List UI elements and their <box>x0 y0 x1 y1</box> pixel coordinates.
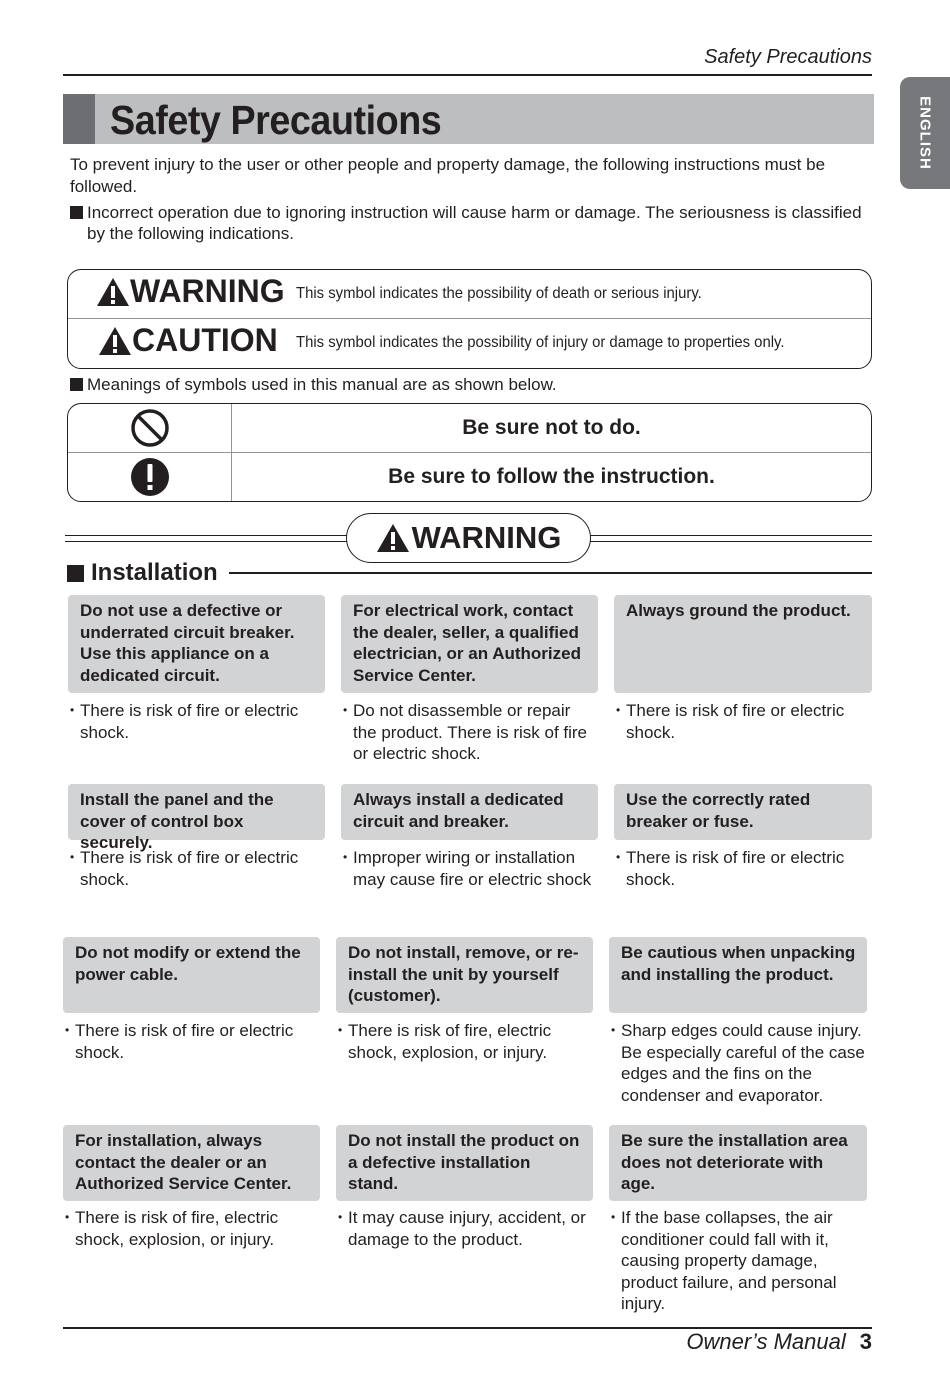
card-heading: Always install a dedicated circuit and breaker. <box>341 784 598 840</box>
card-note: • There is risk of fire or electric shock. <box>616 847 872 890</box>
card-heading: Always ground the product. <box>614 595 872 693</box>
card-heading: Do not use a defective or underrated circuit breaker. Use this appliance on a dedicated circuit. <box>68 595 325 693</box>
symbol-row-prohibit <box>68 404 871 452</box>
page-title: Safety Precautions <box>110 97 442 143</box>
symbol-row-mandatory <box>68 452 871 501</box>
card-heading: Install the panel and the cover of control box securely. <box>68 784 325 840</box>
page-footer <box>686 1329 872 1355</box>
intro-bullet-marker <box>70 202 88 223</box>
warning-banner-label: WARNING <box>411 520 562 555</box>
card-heading: Be sure the installation area does not deteriorate with age. <box>609 1125 867 1201</box>
caution-description: This symbol indicates the possibility of injury or damage to properties only. <box>296 334 785 351</box>
signal-word-caution <box>98 322 278 359</box>
language-tab-label: ENGLISH <box>916 96 934 170</box>
card-heading: For electrical work, contact the dealer, seller, a qualified electrician, or an Authorized Service Center. <box>341 595 598 693</box>
caution-triangle-icon <box>98 326 132 356</box>
card-note: • There is risk of fire, electric shock, explosion, or injury. <box>65 1207 323 1250</box>
signal-word-box <box>67 269 872 369</box>
card-note: • It may cause injury, accident, or damage to the product. <box>338 1207 593 1250</box>
prohibit-icon <box>130 408 170 448</box>
card-note: • Sharp edges could cause injury. Be especially careful of the case edges and the fins on the condenser and evaporator. <box>611 1020 867 1106</box>
card-heading: Do not modify or extend the power cable. <box>63 937 320 1013</box>
prohibit-meaning: Be sure not to do. <box>462 416 641 439</box>
symbol-cell <box>68 453 232 501</box>
card-note: • If the base collapses, the air conditioner could fall with it, causing property damage, product failure, and personal injury. <box>611 1207 861 1315</box>
mandatory-meaning: Be sure to follow the instruction. <box>388 465 715 488</box>
signal-row-warning <box>68 270 871 319</box>
warning-triangle-icon <box>96 277 130 307</box>
card-heading: Do not install the product on a defective installation stand. <box>336 1125 593 1201</box>
symbols-table <box>67 403 872 502</box>
card-heading: Be cautious when unpacking and installing the product. <box>609 937 867 1013</box>
caution-label: CAUTION <box>132 322 278 358</box>
page-number: 3 <box>859 1329 872 1354</box>
symbols-bullet-marker <box>70 374 88 395</box>
card-note: • There is risk of fire or electric shock. <box>70 847 325 890</box>
card-note: • Do not disassemble or repair the product. There is risk of fire or electric shock. <box>343 700 598 765</box>
symbols-intro-text: Meanings of symbols used in this manual are as shown below. <box>87 375 557 394</box>
title-bar-marker <box>63 94 95 144</box>
warning-triangle-icon <box>376 523 410 553</box>
signal-word-warning <box>96 273 285 310</box>
header-rule <box>63 74 872 76</box>
section-rule <box>229 572 872 574</box>
card-note: • There is risk of fire or electric shock. <box>70 700 325 743</box>
card-heading: Use the correctly rated breaker or fuse. <box>614 784 872 840</box>
warning-banner <box>346 513 591 563</box>
title-bar <box>63 94 874 144</box>
running-header: Safety Precautions <box>704 46 872 68</box>
warning-description: This symbol indicates the possibility of death or serious injury. <box>296 285 702 302</box>
language-tab <box>900 77 950 189</box>
signal-row-caution <box>68 318 871 368</box>
intro-text: To prevent injury to the user or other people and property damage, the following instructions must be followed. <box>70 155 826 196</box>
card-heading: Do not install, remove, or re-install the unit by yourself (customer). <box>336 937 593 1013</box>
section-title: Installation <box>91 559 218 586</box>
warning-label: WARNING <box>130 273 285 309</box>
card-note: • There is risk of fire or electric shock. <box>65 1020 320 1063</box>
card-heading: For installation, always contact the dealer or an Authorized Service Center. <box>63 1125 320 1201</box>
card-note: • There is risk of fire or electric shock. <box>616 700 872 743</box>
card-note: • There is risk of fire, electric shock, explosion, or injury. <box>338 1020 596 1063</box>
section-heading <box>67 559 218 587</box>
footer-label: Owner’s Manual <box>686 1329 846 1354</box>
card-note: • Improper wiring or installation may cause fire or electric shock <box>343 847 598 890</box>
exclamation-icon <box>130 457 170 497</box>
intro-bullet-text: Incorrect operation due to ignoring instruction will cause harm or damage. The seriousness is classified by the following indications. <box>87 203 862 243</box>
symbol-cell <box>68 404 232 452</box>
